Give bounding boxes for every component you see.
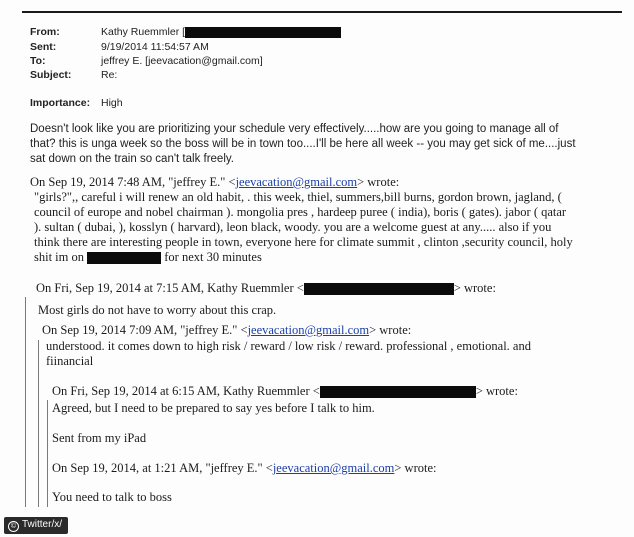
subject-value: Re: <box>101 69 118 81</box>
quote3-line-2: fiinancial <box>46 354 94 368</box>
reply-line-2: that? this is unga week so the boss will be in town too....I'll be here all week -- you may get sick of me....just <box>30 138 576 150</box>
quote5-header-text: On Sep 19, 2014, at 1:21 AM, "jeffrey E." < <box>52 461 273 475</box>
redaction-block <box>185 27 341 38</box>
quote4-line: Agreed, but I need to be prepared to say yes before I talk to him. <box>52 401 375 415</box>
reply-line-1: Doesn't look like you are prioritizing your schedule very effectively.....how are you going to manage all of <box>30 123 559 135</box>
top-rule <box>22 11 622 13</box>
quote5-header <box>52 461 436 476</box>
quote1-line-3: ). sultan ( dubai, ), kosslyn ( harvard), leon black, woody. you are a welcome guest at any..... also if you <box>34 220 552 234</box>
quote2-header <box>36 281 496 296</box>
from-name: Kathy Ruemmler [ <box>101 26 186 38</box>
quote1-header-end: > wrote: <box>357 175 400 189</box>
copyright-icon: © <box>8 521 19 532</box>
quote1-line-2: council of europe and nobel chairman ). mongolia pres , hardeep puree ( india), boris ( gates). jabor ( qatar <box>34 205 567 219</box>
sent-label: Sent: <box>30 41 57 53</box>
quote3-line-1: understood. it comes down to high risk / reward / low risk / reward. professional , emotional. and <box>46 339 531 353</box>
quote3-email-link[interactable]: jeevacation@gmail.com <box>247 323 370 337</box>
quote-bar-level1 <box>25 297 26 507</box>
importance-value: High <box>101 97 123 109</box>
redaction-block <box>304 283 454 295</box>
twitter-watermark <box>4 517 68 534</box>
quote5-email-link[interactable]: jeevacation@gmail.com <box>272 461 395 475</box>
subject-label: Subject: <box>30 69 72 81</box>
to-value: jeffrey E. [jeevacation@gmail.com] <box>101 55 263 67</box>
quote1-line-4: think there are interesting people in town, everyone here for climate summit , clinton ,security council, holy <box>34 235 573 249</box>
quote2-line: Most girls do not have to worry about this crap. <box>38 303 277 317</box>
quote3-header-text: On Sep 19, 2014 7:09 AM, "jeffrey E." < <box>42 323 248 337</box>
quote1-header-text: On Sep 19, 2014 7:48 AM, "jeffrey E." < <box>30 175 236 189</box>
quote1-line-1: "girls?",, careful i will renew an old habit, . this week, thiel, summers,bill burns, gordon brown, jagland, ( <box>34 190 562 204</box>
quote4-header <box>52 384 518 399</box>
redaction-block <box>320 386 476 398</box>
importance-label: Importance: <box>30 97 91 109</box>
sent-value: 9/19/2014 11:54:57 AM <box>101 41 209 53</box>
quote4-header-text: On Fri, Sep 19, 2014 at 6:15 AM, Kathy Ruemmler < <box>52 384 320 398</box>
from-label: From: <box>30 26 60 38</box>
quote3-header-end: > wrote: <box>369 323 412 337</box>
quote-bar-level3 <box>47 400 48 507</box>
quote3-header <box>42 323 411 338</box>
quote2-header-text: On Fri, Sep 19, 2014 at 7:15 AM, Kathy Ruemmler < <box>36 281 304 295</box>
from-value <box>101 26 341 38</box>
quote4-signature: Sent from my iPad <box>52 431 147 445</box>
quote1-line-5 <box>34 250 262 265</box>
quote1-line-5-start: shit im on <box>34 250 85 264</box>
quote2-header-end: > wrote: <box>453 281 496 295</box>
watermark-label: Twitter/x/ <box>22 519 63 530</box>
quote1-header <box>30 175 399 190</box>
quote1-email-link[interactable]: jeevacation@gmail.com <box>235 175 358 189</box>
quote5-header-end: > wrote: <box>394 461 437 475</box>
quote4-header-end: > wrote: <box>475 384 518 398</box>
redaction-block <box>87 252 161 264</box>
quote1-line-5-end: for next 30 minutes <box>164 250 262 264</box>
reply-line-3: sat down on the train so can't talk freely. <box>30 153 234 165</box>
to-label: To: <box>30 55 46 67</box>
quote5-line: You need to talk to boss <box>52 490 172 504</box>
quote-bar-level2 <box>38 340 39 507</box>
